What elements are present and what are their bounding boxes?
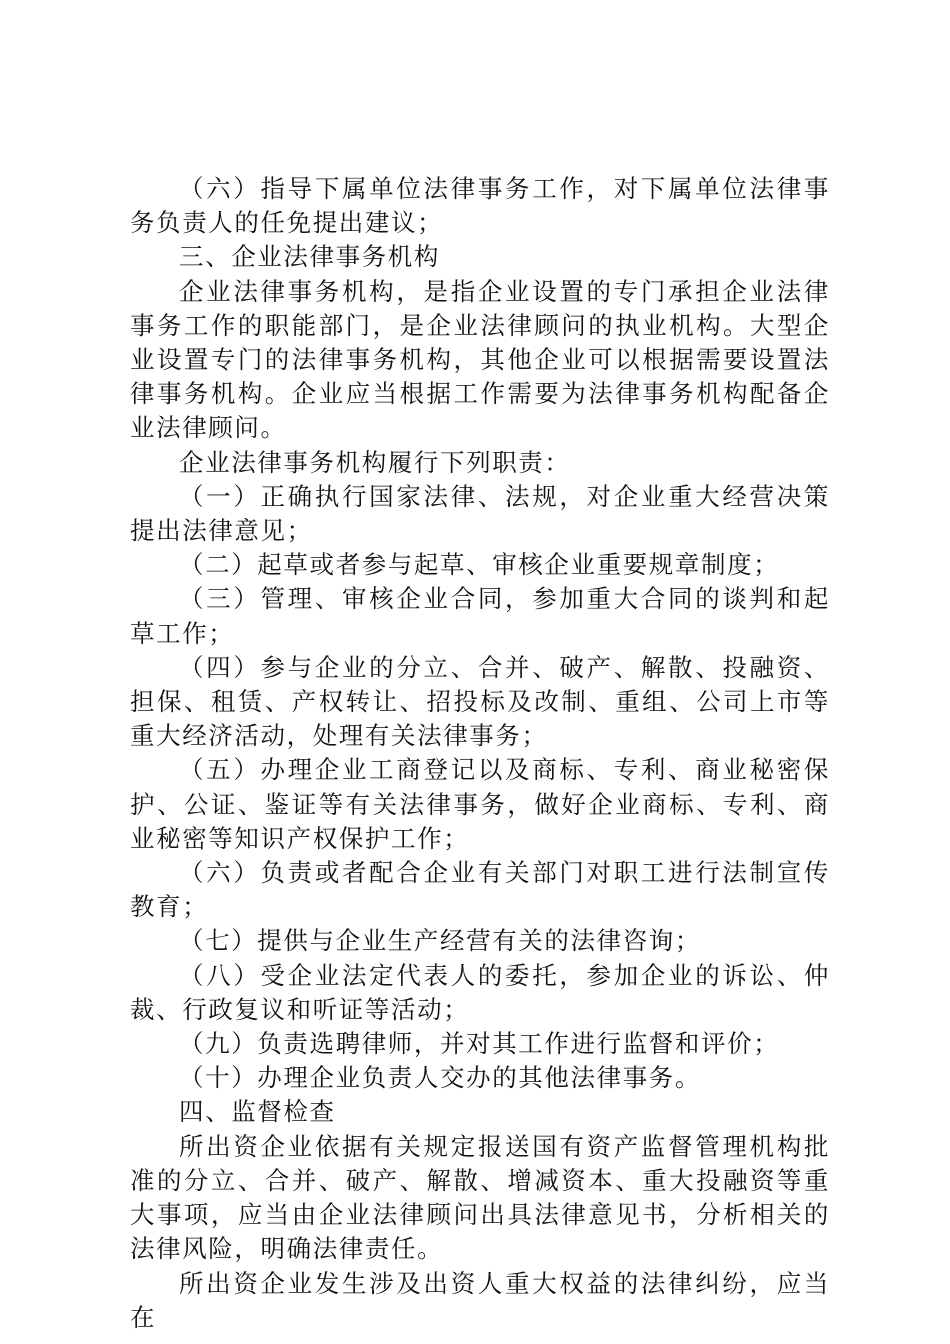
duty-item-2: （二）起草或者参与起草、审核企业重要规章制度； — [179, 550, 780, 580]
document-page — [130, 172, 830, 1335]
duty-item-9: （九）负责选聘律师，并对其工作进行监督和评价； — [179, 1029, 780, 1059]
duty-item-7: （七）提供与企业生产经营有关的法律咨询； — [179, 926, 701, 956]
paragraph-item-6-guidance: （六）指导下属单位法律事务工作，对下属单位法律事务负责人的任免提出建议； — [130, 174, 830, 238]
duty-item-6: （六）负责或者配合企业有关部门对职工进行法制宣传教育； — [130, 858, 830, 922]
duty-item-1: （一）正确执行国家法律、法规，对企业重大经营决策提出法律意见； — [130, 481, 830, 546]
section-heading-3: 三、企业法律事务机构 — [179, 242, 440, 272]
paragraph-duties-intro: 企业法律事务机构履行下列职责： — [179, 447, 571, 477]
duty-item-5: （五）办理企业工商登记以及商标、专利、商业秘密保护、公证、鉴证等有关法律事务，做好企业商标、专利、商业秘密等知识产权保护工作； — [130, 755, 830, 853]
section-heading-4: 四、监督检查 — [179, 1097, 336, 1127]
paragraph-supervision-2: 所出资企业发生涉及出资人重大权益的法律纠纷，应当在 — [130, 1268, 830, 1332]
paragraph-definition: 企业法律事务机构，是指企业设置的专门承担企业法律事务工作的职能部门，是企业法律顾问的执业机构。大型企业设置专门的法律事务机构，其他企业可以根据需要设置法律事务机构。企业应当根据工作需要为法律事务机构配备企业法律顾问。 — [130, 276, 830, 443]
paragraph-supervision-1: 所出资企业依据有关规定报送国有资产监督管理机构批准的分立、合并、破产、解散、增减资本、重大投融资等重大事项，应当由企业法律顾问出具法律意见书，分析相关的法律风险，明确法律责任。 — [130, 1131, 830, 1264]
duty-item-4: （四）参与企业的分立、合并、破产、解散、投融资、担保、租赁、产权转让、招投标及改制、重组、公司上市等重大经济活动，处理有关法律事务； — [130, 652, 830, 751]
duty-item-8: （八）受企业法定代表人的委托，参加企业的诉讼、仲裁、行政复议和听证等活动； — [130, 960, 830, 1024]
duty-item-10: （十）办理企业负责人交办的其他法律事务。 — [179, 1063, 701, 1093]
duty-item-3: （三）管理、审核企业合同，参加重大合同的谈判和起草工作； — [130, 584, 830, 648]
